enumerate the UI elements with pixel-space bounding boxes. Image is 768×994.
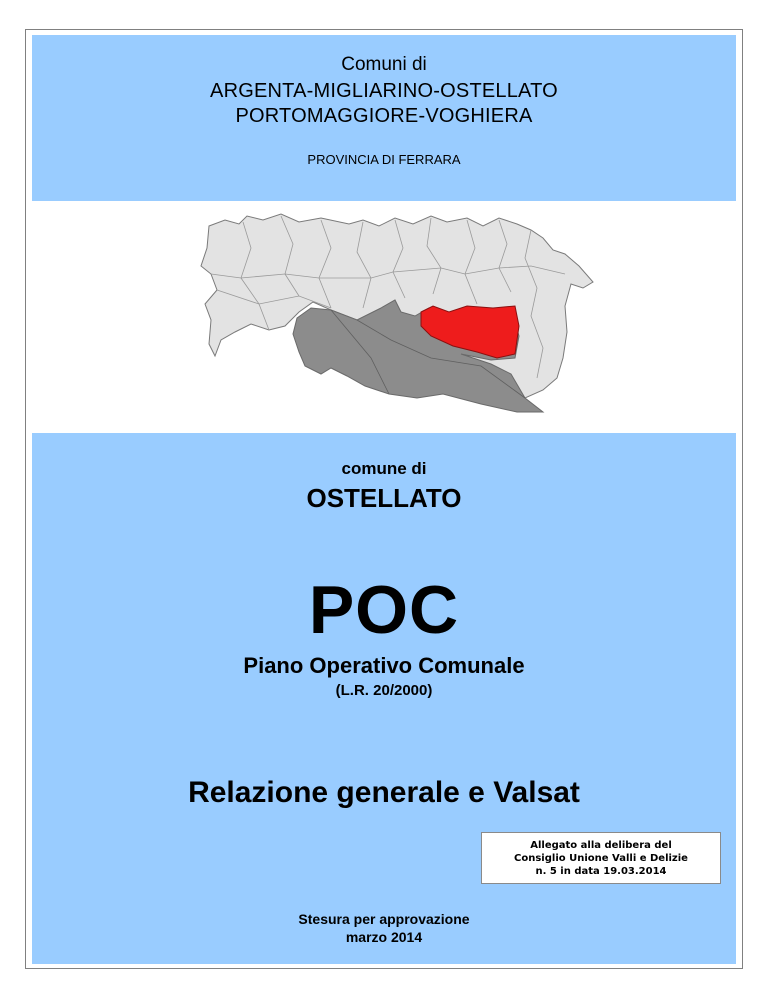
comune-label: comune di: [341, 459, 427, 478]
comune-name: OSTELLATO: [306, 483, 462, 513]
plan-law-reference: (L.R. 20/2000): [335, 682, 433, 699]
approval-note-line-2: Consiglio Unione Valli e Delizie: [514, 853, 688, 864]
plan-full-name: Piano Operativo Comunale: [243, 653, 525, 678]
approval-note-line-3: n. 5 in data 19.03.2014: [535, 866, 667, 877]
cover-frame: [25, 29, 743, 969]
document-title: Relazione generale e Valsat: [188, 776, 580, 809]
province-label: PROVINCIA DI FERRARA: [307, 152, 461, 167]
province-map: [181, 208, 601, 428]
approval-note-line-1: Allegato alla delibera del: [530, 840, 672, 851]
plan-abbreviation: POC: [308, 572, 460, 648]
communes-intro: Comuni di: [341, 54, 427, 75]
draft-version: Stesura per approvazione: [298, 911, 470, 927]
main-band: [32, 433, 736, 964]
communes-line-1: ARGENTA-MIGLIARINO-OSTELLATO: [210, 80, 558, 102]
communes-line-2: PORTOMAGGIORE-VOGHIERA: [235, 105, 533, 127]
approval-note-box: [481, 832, 721, 884]
document-date: marzo 2014: [345, 929, 423, 945]
header-band: [32, 35, 736, 201]
province-map-svg: [181, 208, 601, 428]
